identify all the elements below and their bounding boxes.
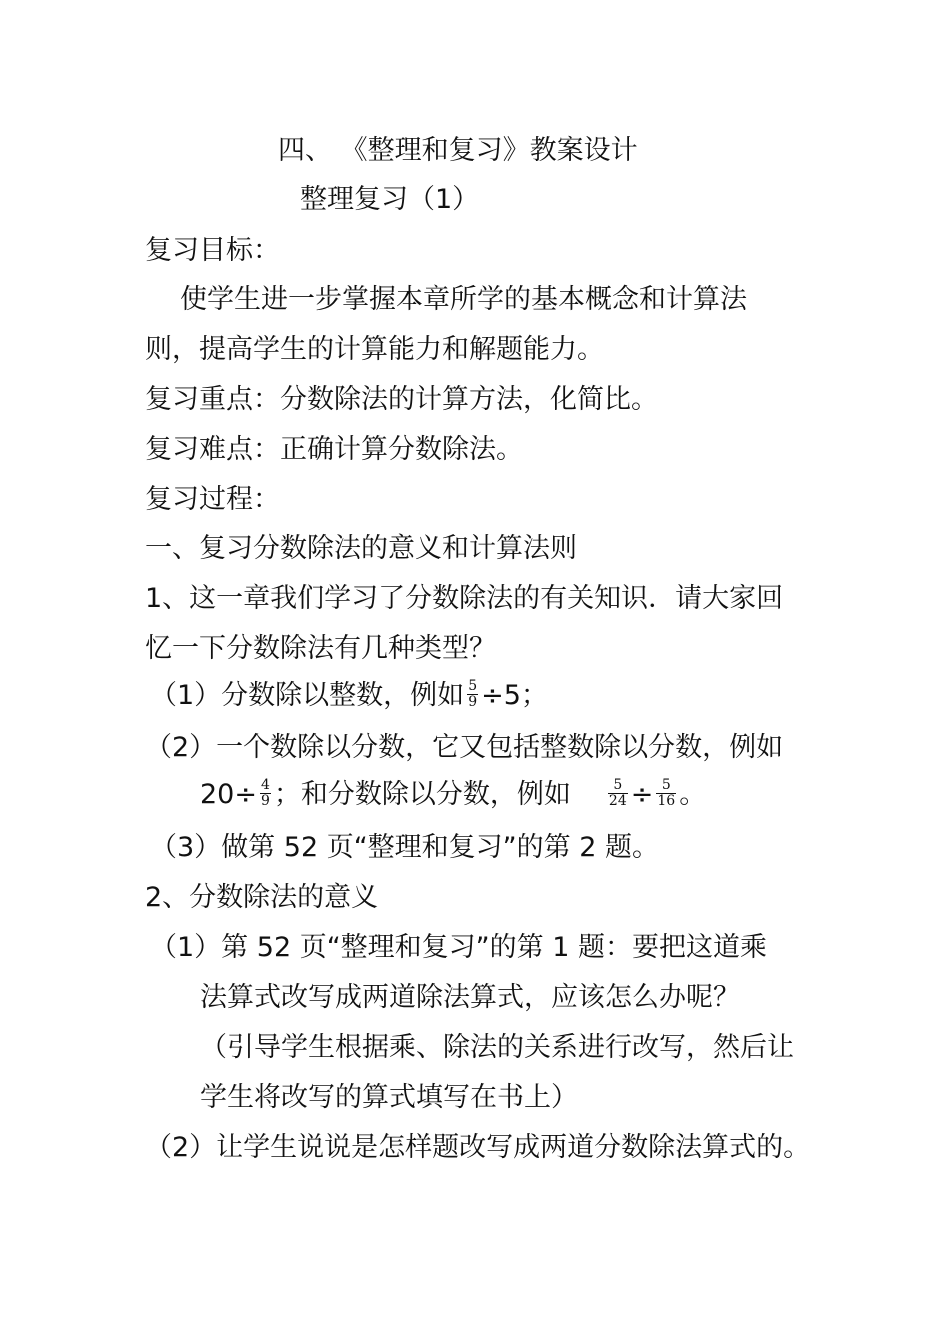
goal-text-line-2: 则，提高学生的计算能力和解题能力。	[145, 334, 604, 365]
type-1-suffix: ÷5；	[481, 680, 548, 711]
fraction-numerator: 5	[468, 678, 478, 694]
item-1-line-1: 1、这一章我们学习了分数除法的有关知识．请大家回	[145, 583, 784, 614]
type-2-end: 。	[679, 779, 707, 810]
sub-1-line-3: （引导学生根据乘、除法的关系进行改写，然后让	[200, 1032, 794, 1063]
goal-text-line-1: 使学生进一步掌握本章所学的基本概念和计算法	[180, 284, 747, 315]
type-2-line-2	[200, 776, 706, 814]
fraction-4-9	[260, 778, 271, 809]
goal-label: 复习目标：	[145, 235, 280, 266]
fraction-5-24	[608, 778, 628, 809]
type-2-line-1: （2）一个数除以分数，它又包括整数除以分数，例如	[145, 732, 784, 763]
fraction-5-9	[467, 679, 478, 710]
fraction-numerator: 5	[656, 778, 676, 794]
key-point: 复习重点：分数除法的计算方法，化简比。	[145, 384, 658, 415]
sub-2-line: （2）让学生说说是怎样题改写成两道分数除法算式的。	[145, 1132, 811, 1163]
fraction-denominator: 9	[260, 793, 270, 809]
sub-1-line-2: 法算式改写成两道除法算式，应该怎么办呢？	[200, 982, 740, 1013]
type-1-line	[150, 677, 548, 715]
fraction-denominator: 24	[608, 793, 627, 809]
doc-subtitle: 整理复习（1）	[300, 184, 480, 215]
fraction-numerator: 5	[608, 778, 628, 794]
type-3-line: （3）做第 52 页“整理和复习”的第 2 题。	[150, 832, 660, 863]
difficult-point: 复习难点：正确计算分数除法。	[145, 434, 523, 465]
type-2-prefix: 20÷	[200, 779, 257, 810]
fraction-denominator: 16	[657, 793, 676, 809]
sub-1-line-1: （1）第 52 页“整理和复习”的第 1 题：要把这道乘	[150, 932, 768, 963]
fraction-5-16	[656, 778, 676, 809]
fraction-numerator: 4	[260, 777, 270, 793]
division-sign: ÷	[630, 779, 654, 810]
fraction-denominator: 9	[468, 694, 478, 710]
item-1-line-2: 忆一下分数除法有几种类型？	[145, 633, 496, 664]
process-label: 复习过程：	[145, 484, 280, 515]
type-2-middle: ；和分数除以分数，例如	[273, 779, 571, 810]
type-1-prefix: （1）分数除以整数，例如	[150, 680, 465, 711]
item-2-heading: 2、分数除法的意义	[145, 882, 379, 913]
section-1-heading: 一、复习分数除法的意义和计算法则	[145, 533, 577, 564]
sub-1-line-4: 学生将改写的算式填写在书上）	[200, 1082, 578, 1113]
doc-title: 四、 《整理和复习》教案设计	[278, 135, 638, 166]
